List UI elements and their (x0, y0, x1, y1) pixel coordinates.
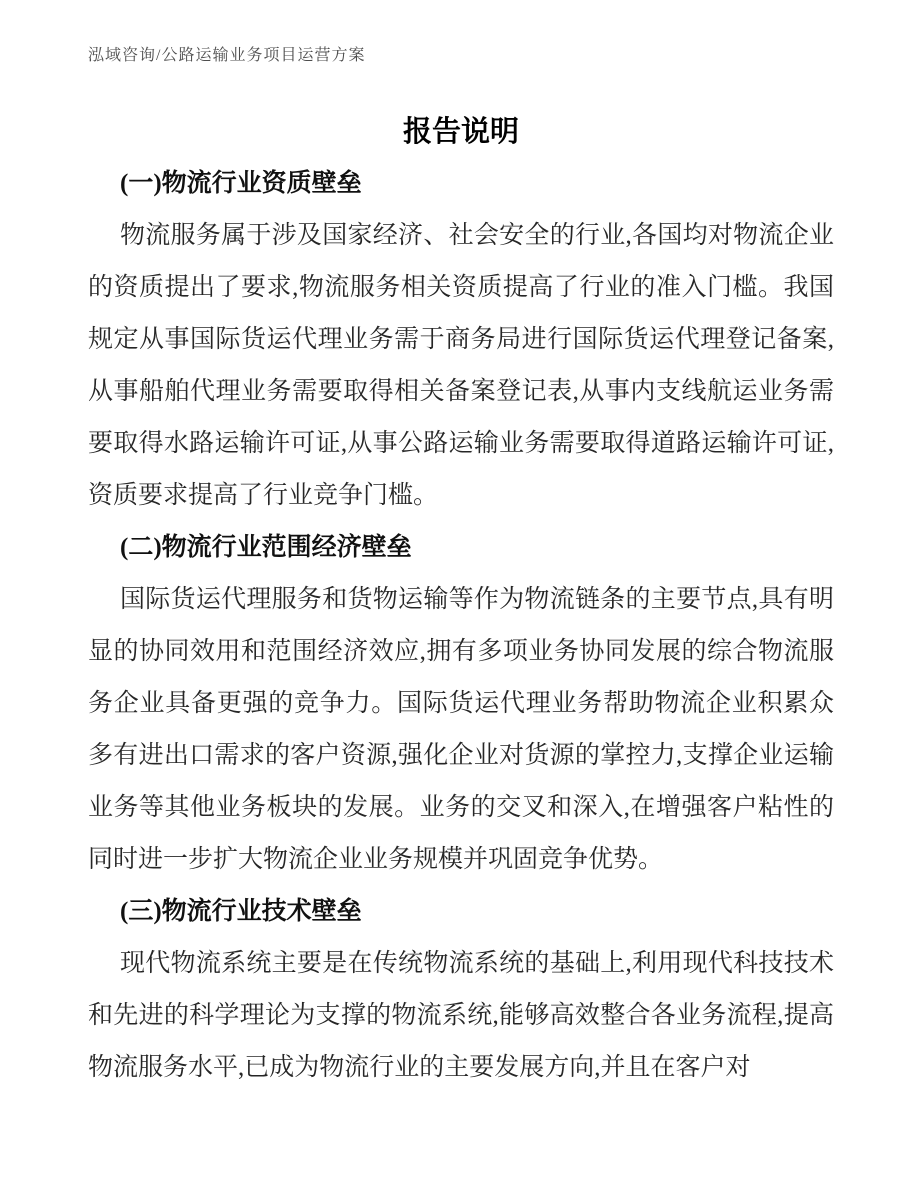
section-heading-1: (一)物流行业资质壁垒 (120, 170, 362, 197)
section-body-3: 现代物流系统主要是在传统物流系统的基础上,利用现代科技技术和先进的科学理论为支撑的物流系统,能够高效整合各业务流程,提高物流服务水平,已成为物流行业的主要发展方向,并且在客户对 (88, 950, 834, 1081)
section-economies-of-scope-barrier (88, 522, 834, 886)
document-header: 泓域咨询/公路运输业务项目运营方案 (88, 47, 366, 64)
section-body-2: 国际货运代理服务和货物运输等作为物流链条的主要节点,具有明显的协同效用和范围经济效应,拥有多项业务协同发展的综合物流服务企业具备更强的竞争力。国际货运代理业务帮助物流企业积累众多有进出口需求的客户资源,强化企业对货源的掌控力,支撑企业运输业务等其他业务板块的发展。业务的交叉和深入,在增强客户粘性的同时进一步扩大物流企业业务规模并巩固竞争优势。 (88, 586, 834, 873)
section-technology-barrier (88, 886, 834, 1094)
section-body-1: 物流服务属于涉及国家经济、社会安全的行业,各国均对物流企业的资质提出了要求,物流服务相关资质提高了行业的准入门槛。我国规定从事国际货运代理业务需于商务局进行国际货运代理登记备案,从事船舶代理业务需要取得相关备案登记表,从事内支线航运业务需要取得水路运输许可证,从事公路运输业务需要取得道路运输许可证,资质要求提高了行业竞争门槛。 (88, 222, 834, 509)
section-heading-2: (二)物流行业范围经济壁垒 (120, 534, 412, 561)
page-title: 报告说明 (402, 116, 519, 148)
section-qualification-barrier (88, 158, 834, 522)
section-heading-3: (三)物流行业技术壁垒 (120, 898, 362, 925)
